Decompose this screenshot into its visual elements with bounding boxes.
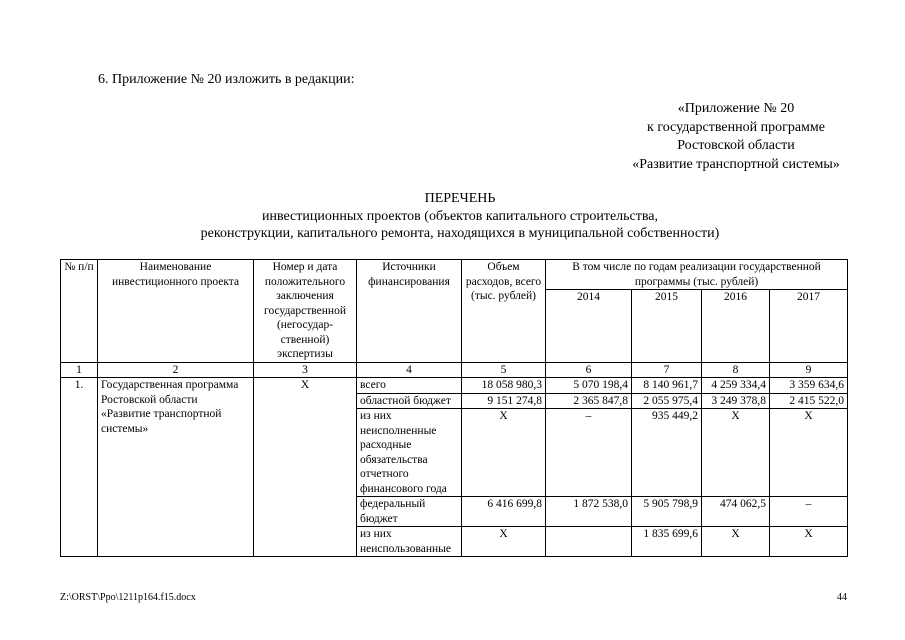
value-cell: 1 872 538,0 [546,497,632,527]
appendix-block [600,100,872,174]
col-number: 2 [98,362,254,378]
header-by-years: В том числе по годам реализации государственной программы (тыс. рублей) [546,260,848,290]
value-cell: 935 449,2 [632,409,702,497]
col-number: 9 [770,362,848,378]
value-cell: Х [462,527,546,557]
header-expertise: Номер и дата положительного заключения государственной (негосудар-ственной) экспертизы [254,260,357,363]
value-cell: – [770,497,848,527]
heading-line: реконструкции, капитального ремонта, находящихся в муниципальной собственности) [200,226,720,241]
appendix-line: Ростовской области [677,138,795,153]
header-year: 2014 [546,290,632,362]
col-number: 1 [61,362,98,378]
appendix-line: к государственной программе [647,119,825,135]
source-cell: всего [357,378,462,394]
value-cell: Х [770,527,848,557]
col-number: 7 [632,362,702,378]
value-cell: 4 259 334,4 [702,378,770,394]
value-cell: 3 359 634,6 [770,378,848,394]
value-cell: 474 062,5 [702,497,770,527]
value-cell: – [546,409,632,497]
value-cell: 2 365 847,8 [546,393,632,409]
project-num: 1. [61,378,98,557]
header-year: 2017 [770,290,848,362]
col-number: 3 [254,362,357,378]
source-cell: из них неисполненные расходные обязательства отчетного финансового года [357,409,462,497]
column-numbers-row [61,362,848,378]
value-cell: 8 140 961,7 [632,378,702,394]
appendix-line: «Развитие транспортной системы» [632,156,840,172]
header-total: Объем расходов, всего (тыс. рублей) [462,260,546,363]
value-cell: 6 416 699,8 [462,497,546,527]
value-cell: Х [702,527,770,557]
footer-page-number: 44 [837,592,847,603]
document-heading [150,190,770,243]
value-cell: 5 905 798,9 [632,497,702,527]
header-num: № п/п [61,260,98,363]
value-cell: Х [770,409,848,497]
value-cell [546,527,632,557]
value-cell: 3 249 378,8 [702,393,770,409]
value-cell: 9 151 274,8 [462,393,546,409]
col-number: 6 [546,362,632,378]
source-cell: областной бюджет [357,393,462,409]
project-name: Государственная программа Ростовской области «Развитие транспортной системы» [98,378,254,557]
value-cell: 2 055 975,4 [632,393,702,409]
header-year: 2015 [632,290,702,362]
footer-file-path: Z:\ORST\Ppo\1211p164.f15.docx [60,592,196,603]
value-cell: 1 835 699,6 [632,527,702,557]
col-number: 4 [357,362,462,378]
heading-line: инвестиционных проектов (объектов капитального строительства, [261,208,659,224]
value-cell: Х [702,409,770,497]
intro-text: 6. Приложение № 20 изложить в редакции: [98,72,355,87]
appendix-line: «Приложение № 20 [677,101,795,116]
col-number: 5 [462,362,546,378]
heading-title: ПЕРЕЧЕНЬ [424,191,496,206]
table-row [61,378,848,394]
col-number: 8 [702,362,770,378]
value-cell: 5 070 198,4 [546,378,632,394]
source-cell: федеральный бюджет [357,497,462,527]
value-cell: Х [462,409,546,497]
project-expertise: Х [254,378,357,557]
value-cell: 18 058 980,3 [462,378,546,394]
header-name: Наименование инвестиционного проекта [98,260,254,363]
header-year: 2016 [702,290,770,362]
source-cell: из них неиспользованные [357,527,462,557]
header-sources: Источники финансирования [357,260,462,363]
value-cell: 2 415 522,0 [770,393,848,409]
projects-table [60,259,848,557]
